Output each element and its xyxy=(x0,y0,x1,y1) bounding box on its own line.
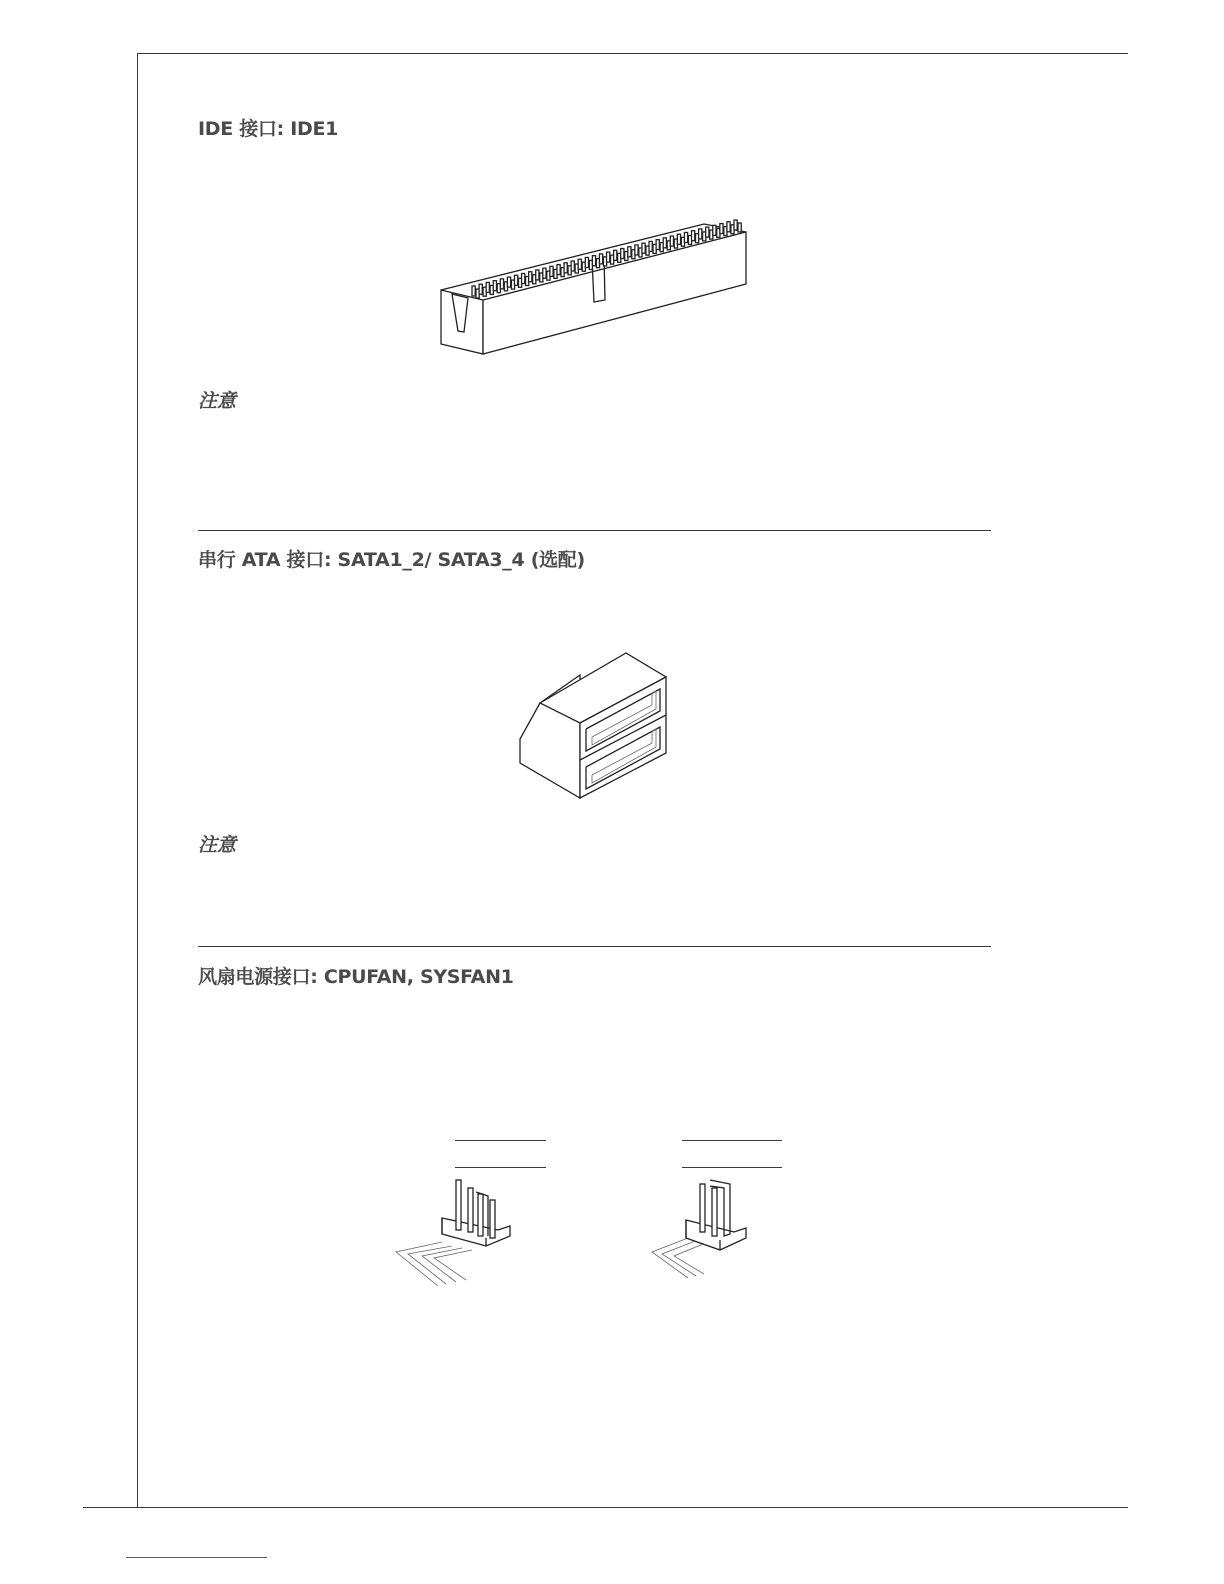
ide-pin xyxy=(663,238,666,248)
ide-pin xyxy=(550,266,553,276)
ide-pin xyxy=(614,250,617,260)
ide-pin xyxy=(529,272,532,282)
ide-pin xyxy=(607,252,610,262)
ide-pin xyxy=(692,231,695,241)
ide-pin xyxy=(699,229,702,239)
ide-pin xyxy=(536,270,539,280)
ide-pin xyxy=(514,275,517,285)
ide-pin xyxy=(720,224,723,234)
ide-note-label: 注意 xyxy=(198,390,237,412)
ide-pin xyxy=(670,236,673,246)
page-frame-top xyxy=(137,53,1128,54)
ide-pin xyxy=(738,223,741,232)
cpufan-table-line xyxy=(455,1167,546,1168)
section-divider xyxy=(198,946,991,947)
ide-pin xyxy=(571,261,574,271)
ide-connector-illustration xyxy=(438,218,750,358)
ide-pin xyxy=(656,240,659,250)
sysfan-header-illustration xyxy=(650,1176,750,1281)
ide-pin xyxy=(599,254,602,264)
ide-pin xyxy=(564,263,567,273)
ide-pin xyxy=(479,284,482,294)
cpufan-header-illustration xyxy=(392,1176,517,1291)
ide-pin xyxy=(592,256,595,266)
ide-pin xyxy=(585,257,588,267)
sata-connector-illustration xyxy=(518,653,668,798)
ide-pin xyxy=(486,282,489,292)
ide-pin xyxy=(578,259,581,269)
ide-pin xyxy=(642,243,645,253)
ide-pin xyxy=(493,281,496,291)
section-divider xyxy=(198,530,991,531)
cpufan-table-line xyxy=(455,1140,546,1141)
footer-link-underline[interactable] xyxy=(126,1557,267,1558)
ide-pin xyxy=(522,274,525,284)
ide-pin xyxy=(500,279,503,289)
page-frame-bottom xyxy=(83,1507,1128,1508)
ide-pin xyxy=(727,222,730,232)
ide-pin xyxy=(557,265,560,275)
fan-heading: 风扇电源接口: CPUFAN, SYSFAN1 xyxy=(198,966,514,988)
ide-pin xyxy=(734,220,737,230)
ide-pin xyxy=(635,245,638,255)
sata-heading: 串行 ATA 接口: SATA1_2/ SATA3_4 (选配) xyxy=(198,549,585,571)
ide-pin xyxy=(507,277,510,287)
ide-pin xyxy=(621,249,624,259)
ide-heading: IDE 接口: IDE1 xyxy=(198,118,339,140)
ide-pin xyxy=(706,227,709,237)
sysfan-table-line xyxy=(682,1140,782,1141)
ide-pin xyxy=(628,247,631,257)
ide-pin xyxy=(684,232,687,242)
page-frame-left xyxy=(137,53,138,1508)
ide-pin xyxy=(677,234,680,244)
ide-pin xyxy=(543,268,546,278)
ide-pin xyxy=(713,225,716,235)
ide-pin xyxy=(649,241,652,251)
ide-pin xyxy=(472,286,475,296)
sata-note-label: 注意 xyxy=(198,834,237,856)
sysfan-table-line xyxy=(682,1167,782,1168)
